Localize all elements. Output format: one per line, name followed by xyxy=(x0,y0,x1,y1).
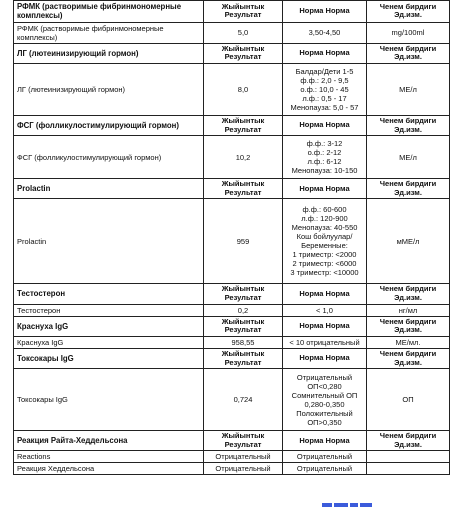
result-column-header: Жыйынтык Результат xyxy=(204,284,283,304)
test-unit: нг/мл xyxy=(367,304,450,316)
test-unit xyxy=(367,463,450,475)
norm-line: Беременные: xyxy=(301,241,348,251)
test-name: Тестостерон xyxy=(14,304,204,316)
result-column-header: Жыйынтык Результат xyxy=(204,43,283,63)
test-unit: мМЕ/л xyxy=(367,199,450,284)
result-column-header: Жыйынтык Результат xyxy=(204,179,283,199)
test-norm xyxy=(283,463,367,475)
norm-line: ф.ф.: 2,0 - 9,5 xyxy=(300,75,349,85)
unit-column-header: Ченем бирдиги Эд.изм. xyxy=(367,43,450,63)
test-norm xyxy=(283,336,367,348)
test-unit: ОП xyxy=(367,369,450,431)
norm-column-header: Норма Норма xyxy=(283,316,367,336)
lab-results-body xyxy=(14,1,450,475)
section-header-row xyxy=(14,431,450,451)
section-header-row xyxy=(14,179,450,199)
section-title: Реакция Райта-Хеддельсона xyxy=(14,431,204,451)
test-result: 8,0 xyxy=(204,63,283,115)
section-title: ФСГ (фолликулостимулирующий гормон) xyxy=(14,115,204,135)
table-row xyxy=(14,199,450,284)
section-header-row xyxy=(14,43,450,63)
table-row xyxy=(14,304,450,316)
result-column-header: Жыйынтык Результат xyxy=(204,115,283,135)
norm-column-header: Норма Норма xyxy=(283,179,367,199)
section-title: ЛГ (лютеинизирующий гормон) xyxy=(14,43,204,63)
table-row xyxy=(14,463,450,475)
table-row xyxy=(14,336,450,348)
lab-results-table xyxy=(13,0,450,475)
norm-line: Положительный xyxy=(296,408,353,418)
norm-line: 3 триместр: <10000 xyxy=(290,268,359,278)
section-header-row xyxy=(14,348,450,368)
test-name: Токсокары IgG xyxy=(14,369,204,431)
section-header-row xyxy=(14,1,450,23)
norm-column-header: Норма Норма xyxy=(283,115,367,135)
norm-line: Сомнительный ОП xyxy=(291,390,358,400)
test-unit: МЕ/л xyxy=(367,136,450,179)
test-result: 0,724 xyxy=(204,369,283,431)
section-title: Тестостерон xyxy=(14,284,204,304)
test-result: 958,55 xyxy=(204,336,283,348)
section-header-row xyxy=(14,284,450,304)
norm-line: ОП<0,280 xyxy=(307,381,342,391)
test-unit: mg/100ml xyxy=(367,22,450,43)
norm-line: Балдар/Дети 1-5 xyxy=(295,66,354,76)
test-norm xyxy=(283,63,367,115)
section-header-row xyxy=(14,316,450,336)
norm-line: л.ф.: 6-12 xyxy=(307,157,342,167)
norm-line: л.ф.: 120-900 xyxy=(301,214,348,224)
test-norm xyxy=(283,199,367,284)
norm-line: Отрицательный xyxy=(296,372,353,382)
section-title: РФМК (растворимые фибринмономерные комплексы) xyxy=(14,1,204,23)
test-name: Реакция Хеддельсона xyxy=(14,463,204,475)
test-norm xyxy=(283,369,367,431)
section-header-row xyxy=(14,115,450,135)
test-name: ФСГ (фолликулостимулирующий гормон) xyxy=(14,136,204,179)
norm-line: < 1,0 xyxy=(316,305,333,315)
test-result: Отрицательный xyxy=(204,451,283,463)
section-title: Токсокары IgG xyxy=(14,348,204,368)
test-name: РФМК (растворимые фибринмономерные комплексы) xyxy=(14,22,204,43)
norm-line: Отрицательный xyxy=(296,464,353,474)
partial-logo-strip xyxy=(322,494,388,498)
norm-column-header: Норма Норма xyxy=(283,284,367,304)
table-row xyxy=(14,451,450,463)
norm-line: ф.ф.: 3-12 xyxy=(306,139,343,149)
norm-column-header: Норма Норма xyxy=(283,1,367,23)
unit-column-header: Ченем бирдиги Эд.изм. xyxy=(367,179,450,199)
test-result: 5,0 xyxy=(204,22,283,43)
norm-line: 3,50-4,50 xyxy=(308,28,341,38)
norm-line: ОП>0,350 xyxy=(307,417,342,427)
norm-line: ф.ф.: 60-600 xyxy=(302,205,347,215)
test-unit: МЕ/мл. xyxy=(367,336,450,348)
test-norm xyxy=(283,451,367,463)
test-result: 0,2 xyxy=(204,304,283,316)
section-title: Prolactin xyxy=(14,179,204,199)
unit-column-header: Ченем бирдиги Эд.изм. xyxy=(367,431,450,451)
test-name: Reactions xyxy=(14,451,204,463)
unit-column-header: Ченем бирдиги Эд.изм. xyxy=(367,316,450,336)
result-column-header: Жыйынтык Результат xyxy=(204,431,283,451)
norm-column-header: Норма Норма xyxy=(283,348,367,368)
norm-line: < 10 отрицательный xyxy=(289,337,360,347)
table-row xyxy=(14,22,450,43)
result-column-header: Жыйынтык Результат xyxy=(204,316,283,336)
test-norm xyxy=(283,22,367,43)
norm-column-header: Норма Норма xyxy=(283,43,367,63)
test-name: ЛГ (лютеинизирующий гормон) xyxy=(14,63,204,115)
norm-column-header: Норма Норма xyxy=(283,431,367,451)
test-unit xyxy=(367,451,450,463)
table-row xyxy=(14,136,450,179)
norm-line: 0,280-0,350 xyxy=(304,399,345,409)
norm-line: Кош бойлуулар/ xyxy=(296,232,353,242)
norm-line: л.ф.: 0,5 - 17 xyxy=(302,93,347,103)
test-norm xyxy=(283,304,367,316)
norm-line: о.ф.: 10,0 - 45 xyxy=(300,84,349,94)
norm-line: Менопауза: 10-150 xyxy=(291,166,358,176)
test-name: Краснуха IgG xyxy=(14,336,204,348)
unit-column-header: Ченем бирдиги Эд.изм. xyxy=(367,1,450,23)
test-norm xyxy=(283,136,367,179)
norm-line: о.ф.: 2-12 xyxy=(307,148,342,158)
test-result: 959 xyxy=(204,199,283,284)
test-result: Отрицательный xyxy=(204,463,283,475)
unit-column-header: Ченем бирдиги Эд.изм. xyxy=(367,115,450,135)
unit-column-header: Ченем бирдиги Эд.изм. xyxy=(367,348,450,368)
norm-line: Менопауза: 5,0 - 57 xyxy=(290,102,359,112)
result-column-header: Жыйынтык Результат xyxy=(204,348,283,368)
table-row xyxy=(14,63,450,115)
norm-line: 2 триместр: <6000 xyxy=(292,259,357,269)
unit-column-header: Ченем бирдиги Эд.изм. xyxy=(367,284,450,304)
section-title: Краснуха IgG xyxy=(14,316,204,336)
test-result: 10,2 xyxy=(204,136,283,179)
test-unit: МЕ/л xyxy=(367,63,450,115)
test-name: Prolactin xyxy=(14,199,204,284)
norm-line: Менопауза: 40-550 xyxy=(291,223,358,233)
norm-line: 1 триместр: <2000 xyxy=(292,250,357,260)
table-row xyxy=(14,369,450,431)
result-column-header: Жыйынтык Результат xyxy=(204,1,283,23)
norm-line: Отрицательный xyxy=(296,452,353,462)
